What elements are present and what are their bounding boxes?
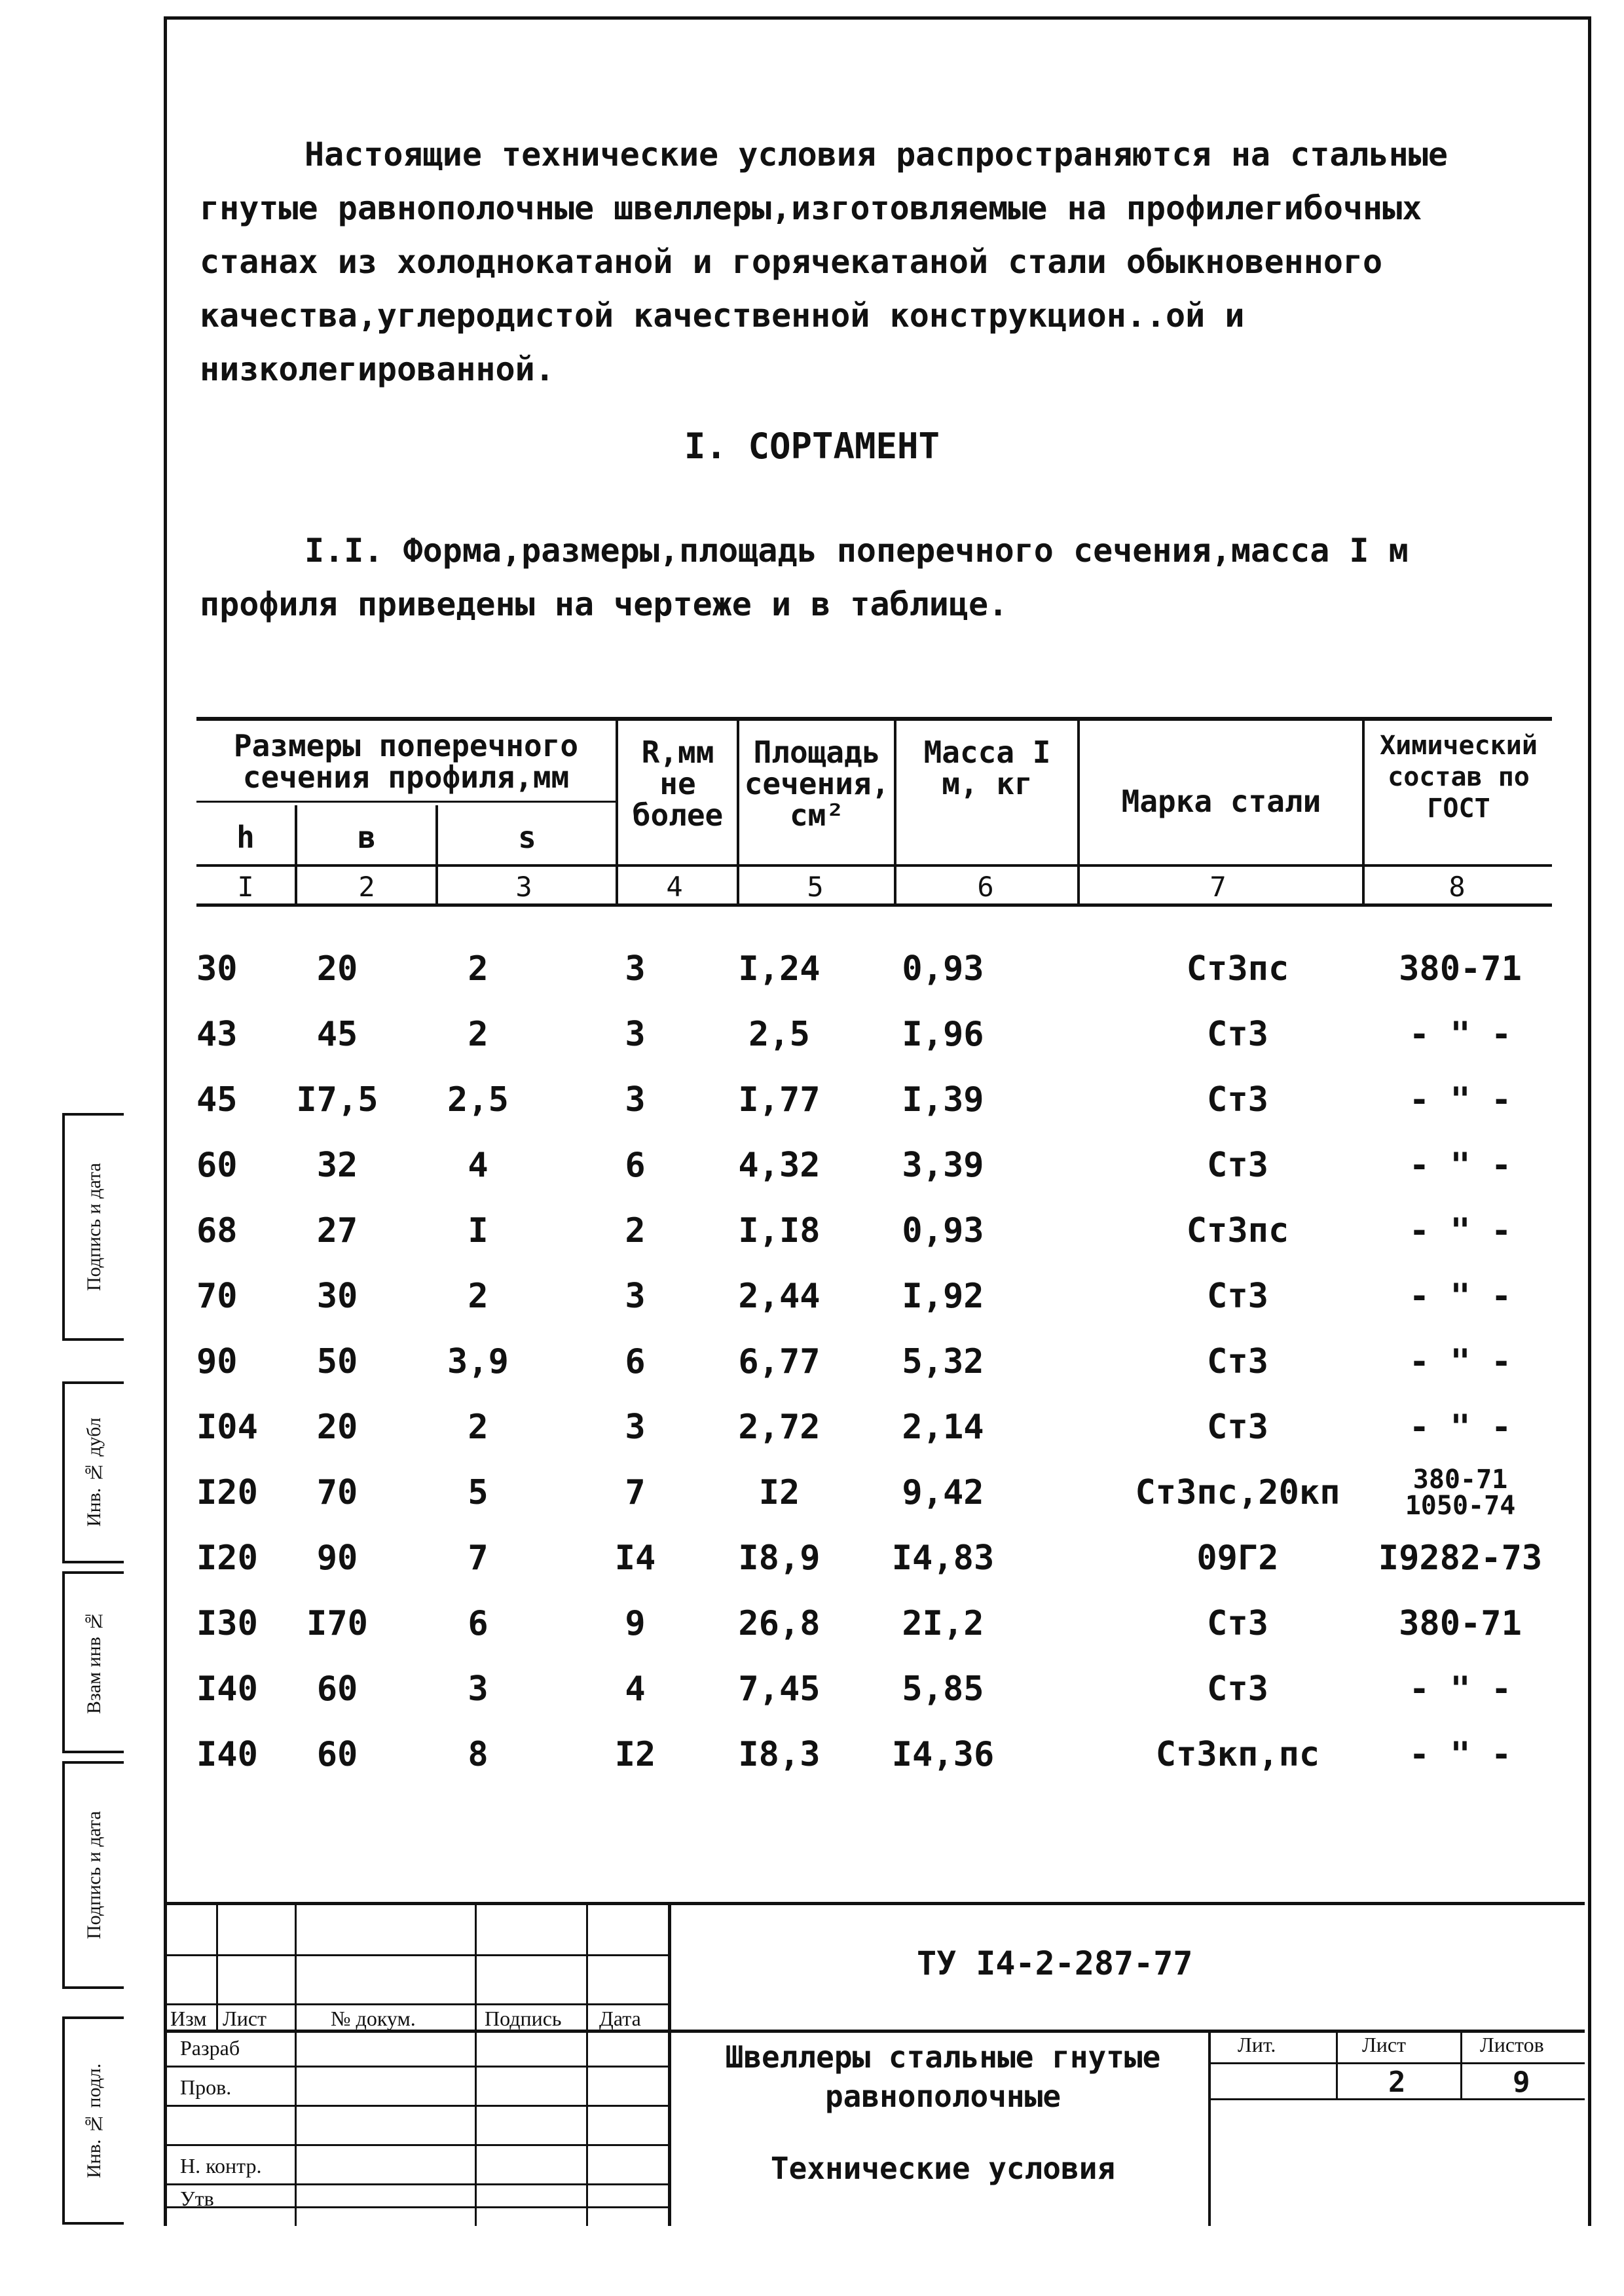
cell-r: 4 xyxy=(625,1669,646,1709)
cell-r: 6 xyxy=(625,1146,646,1185)
cell-s: 5 xyxy=(468,1473,489,1512)
col-number-8: 8 xyxy=(1449,871,1466,903)
header-area: Площадь сечения, см² xyxy=(744,735,890,833)
stamp-col-date: Дата xyxy=(599,2007,641,2030)
cell-mass: I,96 xyxy=(902,1015,984,1054)
table-row xyxy=(196,1329,1552,1394)
side-label-5: Инв. № подл. xyxy=(83,2063,105,2178)
sheet-label: Лист xyxy=(1362,2033,1407,2056)
cell-s: 2,5 xyxy=(447,1080,509,1120)
table-row xyxy=(196,1591,1552,1656)
cell-b: 45 xyxy=(316,1015,358,1054)
header-chem: Химический состав по ГОСТ xyxy=(1380,731,1538,824)
cell-chem: - " - xyxy=(1409,1015,1512,1054)
cell-chem: - " - xyxy=(1409,1211,1512,1250)
sheets-label: Листов xyxy=(1480,2033,1544,2056)
cell-chem: - " - xyxy=(1409,1342,1512,1381)
table-row xyxy=(196,1133,1552,1198)
cell-chem: 380-71 1050-74 xyxy=(1405,1465,1516,1521)
stamp-role-1: Разраб xyxy=(180,2036,240,2060)
cell-area: 2,72 xyxy=(738,1408,821,1447)
header-s: s xyxy=(518,820,536,855)
cell-area: 6,77 xyxy=(738,1342,821,1381)
sheet-value: 2 xyxy=(1388,2066,1406,2099)
cell-mass: 3,39 xyxy=(902,1146,984,1185)
cell-b: 32 xyxy=(316,1146,358,1185)
table-row xyxy=(196,1067,1552,1133)
col-number-4: 4 xyxy=(666,871,683,903)
stamp-col-list: Лист xyxy=(223,2007,267,2030)
cell-grade: Ст3 xyxy=(1207,1669,1268,1709)
cell-s: 2 xyxy=(468,949,489,989)
side-box-3 xyxy=(62,1571,124,1753)
cell-grade: Ст3пс xyxy=(1186,949,1289,989)
cell-s: 2 xyxy=(468,1015,489,1054)
cell-area: 7,45 xyxy=(738,1669,821,1709)
header-grade: Марка стали xyxy=(1121,784,1321,819)
cell-area: I,77 xyxy=(738,1080,821,1120)
cell-h: 45 xyxy=(196,1080,238,1120)
cell-s: 2 xyxy=(468,1408,489,1447)
cell-r: 3 xyxy=(625,949,646,989)
col-number-7: 7 xyxy=(1209,871,1227,903)
cell-s: 6 xyxy=(468,1604,489,1643)
col-number-3: 3 xyxy=(515,871,532,903)
cell-chem: - " - xyxy=(1409,1669,1512,1709)
col-number-1: I xyxy=(237,871,254,903)
stamp-role-5: Утв xyxy=(180,2187,214,2210)
cell-b: 30 xyxy=(316,1277,358,1316)
cell-r: I2 xyxy=(614,1735,656,1774)
doc-title-3: Технические условия xyxy=(770,2151,1116,2186)
cell-h: 68 xyxy=(196,1211,238,1250)
cell-h: I40 xyxy=(196,1669,258,1709)
cell-r: 3 xyxy=(625,1015,646,1054)
table-row xyxy=(196,1394,1552,1460)
cell-grade: Ст3 xyxy=(1207,1146,1268,1185)
cell-chem: - " - xyxy=(1409,1735,1512,1774)
cell-b: 27 xyxy=(316,1211,358,1250)
cell-b: 50 xyxy=(316,1342,358,1381)
cell-b: 70 xyxy=(316,1473,358,1512)
cell-h: I20 xyxy=(196,1539,258,1578)
stamp-col-doc: № докум. xyxy=(331,2007,416,2030)
cell-s: 7 xyxy=(468,1539,489,1578)
cell-h: 60 xyxy=(196,1146,238,1185)
cell-r: 9 xyxy=(625,1604,646,1643)
cell-area: 2,5 xyxy=(748,1015,810,1054)
cell-grade: Ст3кп,пс xyxy=(1155,1735,1320,1774)
cell-b: I70 xyxy=(306,1604,368,1643)
cell-h: 43 xyxy=(196,1015,238,1054)
cell-r: 6 xyxy=(625,1342,646,1381)
cell-b: I7,5 xyxy=(296,1080,378,1120)
stamp-col-izm: Изм xyxy=(170,2007,207,2030)
cell-r: 3 xyxy=(625,1408,646,1447)
cell-b: 90 xyxy=(316,1539,358,1578)
cell-s: 8 xyxy=(468,1735,489,1774)
stamp-col-sign: Подпись xyxy=(485,2007,562,2030)
cell-s: 2 xyxy=(468,1277,489,1316)
side-label-1: Подпись и дата xyxy=(83,1163,105,1291)
header-r: R,мм не более xyxy=(632,735,724,833)
cell-area: I,I8 xyxy=(738,1211,821,1250)
table-header xyxy=(196,717,1552,907)
section-title: I. СОРТАМЕНТ xyxy=(684,426,940,467)
table-row xyxy=(196,1002,1552,1067)
doc-code: ТУ I4-2-287-77 xyxy=(917,1944,1193,1982)
lit-label: Лит. xyxy=(1238,2033,1276,2056)
table-row xyxy=(196,1460,1552,1525)
section-paragraph: I.I. Форма,размеры,площадь поперечного сечения,масса I м профиля приведены на чертеже и в таблице. xyxy=(200,532,1409,623)
cell-grade: Ст3 xyxy=(1207,1015,1268,1054)
cell-chem: - " - xyxy=(1409,1277,1512,1316)
side-box-4 xyxy=(62,1761,124,1989)
cell-b: 20 xyxy=(316,1408,358,1447)
cell-chem: - " - xyxy=(1409,1080,1512,1120)
cell-area: I8,3 xyxy=(738,1735,821,1774)
cell-b: 60 xyxy=(316,1669,358,1709)
cell-r: 3 xyxy=(625,1277,646,1316)
cell-chem: 380-71 xyxy=(1399,949,1522,989)
cell-b: 60 xyxy=(316,1735,358,1774)
cell-grade: Ст3 xyxy=(1207,1604,1268,1643)
cell-h: I20 xyxy=(196,1473,258,1512)
cell-s: 3,9 xyxy=(447,1342,509,1381)
side-box-5 xyxy=(62,2016,124,2225)
cell-r: I4 xyxy=(614,1539,656,1578)
cell-area: 2,44 xyxy=(738,1277,821,1316)
cell-grade: Ст3пс xyxy=(1186,1211,1289,1250)
cell-mass: I,39 xyxy=(902,1080,984,1120)
cell-r: 2 xyxy=(625,1211,646,1250)
table-row xyxy=(196,1264,1552,1329)
cell-r: 3 xyxy=(625,1080,646,1120)
cell-area: 4,32 xyxy=(738,1146,821,1185)
side-box-2 xyxy=(62,1381,124,1563)
table-body xyxy=(196,936,1552,1787)
intro-text: Настоящие технические условия распространяются на стальные гнутые равнополочные швеллеры,изготовляемые на профилегибочных станах из холоднокатаной и горячекатаной стали обыкновенного качества,углеродистой качественной конструкцион..ой и низколегированной. xyxy=(200,136,1448,388)
col-number-5: 5 xyxy=(807,871,824,903)
table-row xyxy=(196,1722,1552,1787)
cell-grade: Ст3 xyxy=(1207,1342,1268,1381)
intro-paragraph xyxy=(200,128,1549,396)
cell-s: I xyxy=(468,1211,489,1250)
side-label-2: Инв. № дубл xyxy=(83,1417,105,1527)
doc-title-1: Швеллеры стальные гнутые xyxy=(725,2039,1161,2075)
cell-chem: I9282-73 xyxy=(1378,1539,1543,1578)
stamp-role-4: Н. контр. xyxy=(180,2154,262,2178)
header-mass: Масса I м, кг xyxy=(923,735,1051,801)
cell-h: 90 xyxy=(196,1342,238,1381)
cell-mass: I4,83 xyxy=(891,1539,995,1578)
cell-chem: 380-71 xyxy=(1399,1604,1522,1643)
cell-mass: 5,32 xyxy=(902,1342,984,1381)
cell-h: 30 xyxy=(196,949,238,989)
header-dims: Размеры поперечного сечения профиля,мм xyxy=(233,728,579,795)
header-b: в xyxy=(358,820,376,855)
header-h: h xyxy=(236,820,255,855)
cell-grade: Ст3 xyxy=(1207,1408,1268,1447)
cell-mass: I4,36 xyxy=(891,1735,995,1774)
cell-area: I8,9 xyxy=(738,1539,821,1578)
cell-mass: 9,42 xyxy=(902,1473,984,1512)
cell-mass: 5,85 xyxy=(902,1669,984,1709)
cell-grade: Ст3пс,20кп xyxy=(1135,1473,1340,1512)
cell-h: I40 xyxy=(196,1735,258,1774)
cell-chem: - " - xyxy=(1409,1408,1512,1447)
table-row xyxy=(196,1198,1552,1264)
side-label-4: Подпись и дата xyxy=(83,1811,105,1939)
side-box-1 xyxy=(62,1113,124,1341)
title-block xyxy=(164,1902,1585,2226)
cell-mass: 2I,2 xyxy=(902,1604,984,1643)
cell-mass: I,92 xyxy=(902,1277,984,1316)
table-row xyxy=(196,1525,1552,1591)
col-number-6: 6 xyxy=(977,871,994,903)
cell-h: 70 xyxy=(196,1277,238,1316)
cell-chem: - " - xyxy=(1409,1146,1512,1185)
table-row xyxy=(196,936,1552,1002)
cell-r: 7 xyxy=(625,1473,646,1512)
side-label-3: Взам инв № xyxy=(83,1610,105,1715)
cell-area: I,24 xyxy=(738,949,821,989)
cell-s: 4 xyxy=(468,1146,489,1185)
cell-grade: 09Г2 xyxy=(1196,1539,1279,1578)
cell-mass: 0,93 xyxy=(902,1211,984,1250)
cell-h: I30 xyxy=(196,1604,258,1643)
cell-s: 3 xyxy=(468,1669,489,1709)
cell-mass: 0,93 xyxy=(902,949,984,989)
col-number-2: 2 xyxy=(358,871,375,903)
cell-grade: Ст3 xyxy=(1207,1080,1268,1120)
cell-area: I2 xyxy=(758,1473,800,1512)
cell-h: I04 xyxy=(196,1408,258,1447)
table-row xyxy=(196,1656,1552,1722)
stamp-role-2: Пров. xyxy=(180,2075,232,2099)
cell-area: 26,8 xyxy=(738,1604,821,1643)
doc-title-2: равнополочные xyxy=(824,2079,1061,2114)
cell-grade: Ст3 xyxy=(1207,1277,1268,1316)
cell-b: 20 xyxy=(316,949,358,989)
sheets-value: 9 xyxy=(1513,2066,1530,2099)
cell-mass: 2,14 xyxy=(902,1408,984,1447)
